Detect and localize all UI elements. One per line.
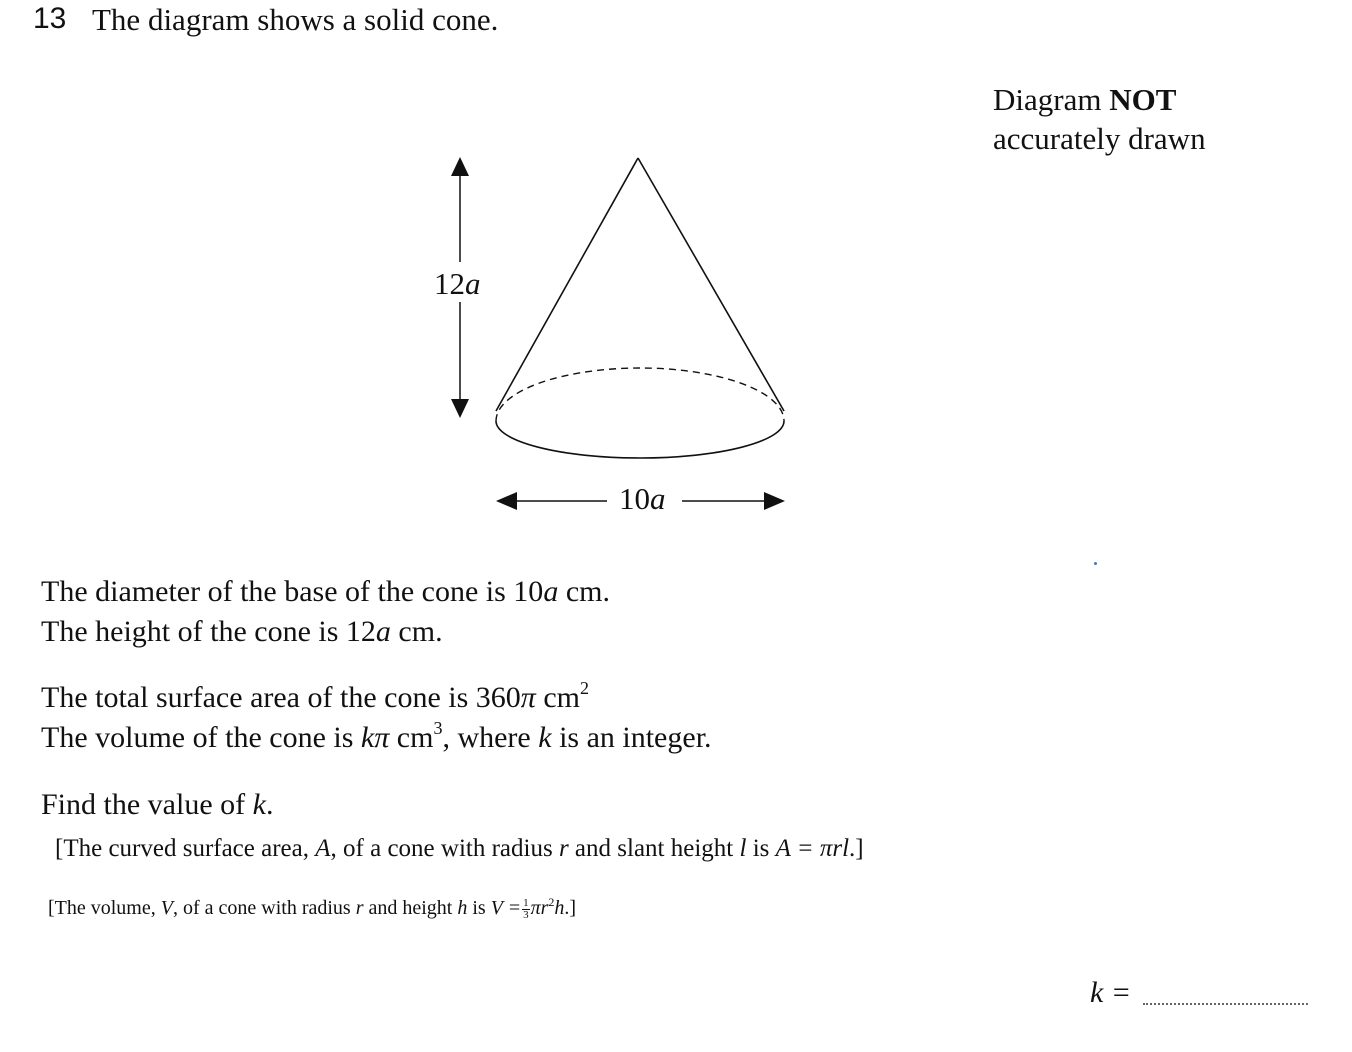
- diameter-arrowhead-right: [764, 492, 785, 510]
- task-statement: Find the value of k.: [41, 788, 274, 821]
- surface-area-statement: The total surface area of the cone is 360π $cm^2$: [41, 678, 589, 714]
- diagram-note-prefix: Diagram: [993, 82, 1110, 117]
- cone-right-edge: [638, 158, 784, 411]
- question-intro: The diagram shows a solid cone.: [92, 2, 499, 37]
- diameter-label-var: a: [650, 481, 666, 516]
- height-label: [433, 266, 482, 302]
- volume-formula: [The volume, V, of a cone with radius r and height h is V = $\frac{1}{3}$ $\pi r^2h$.]: [48, 895, 577, 921]
- height-label-num: 12: [434, 266, 465, 301]
- diagram-note-bold: NOT: [1109, 82, 1177, 117]
- cone-dimensions-text: [41, 572, 610, 652]
- volume-statement: The volume of the cone is kπ $cm^3$, where k is an integer.: [41, 718, 712, 754]
- height-arrowhead-down: [451, 399, 469, 418]
- height-statement: The height of the cone is 12a cm.: [41, 615, 443, 648]
- diameter-arrowhead-left: [496, 492, 517, 510]
- one-third-fraction: $\frac{1}{3}$: [523, 896, 529, 921]
- answer-label: k =: [1090, 976, 1132, 1009]
- curved-surface-formula: [The curved surface area, A, of a cone with radius r and slant height l is A = πrl.]: [55, 835, 864, 862]
- cone-area-volume-text: [41, 678, 712, 758]
- diagram-note-line2: accurately drawn: [993, 121, 1206, 156]
- answer-line[interactable]: [1143, 1003, 1308, 1005]
- diameter-label: [616, 481, 669, 517]
- cone-base-front-arc: [496, 421, 784, 458]
- cone-base-back-arc: [496, 368, 784, 421]
- height-label-var: a: [465, 266, 481, 301]
- cone-left-edge: [496, 158, 638, 411]
- diameter-statement: The diameter of the base of the cone is 10a cm.: [41, 575, 610, 608]
- stray-dot: [1094, 562, 1097, 565]
- question-number: 13: [33, 2, 67, 35]
- diameter-label-num: 10: [619, 481, 650, 516]
- height-arrowhead-up: [451, 157, 469, 176]
